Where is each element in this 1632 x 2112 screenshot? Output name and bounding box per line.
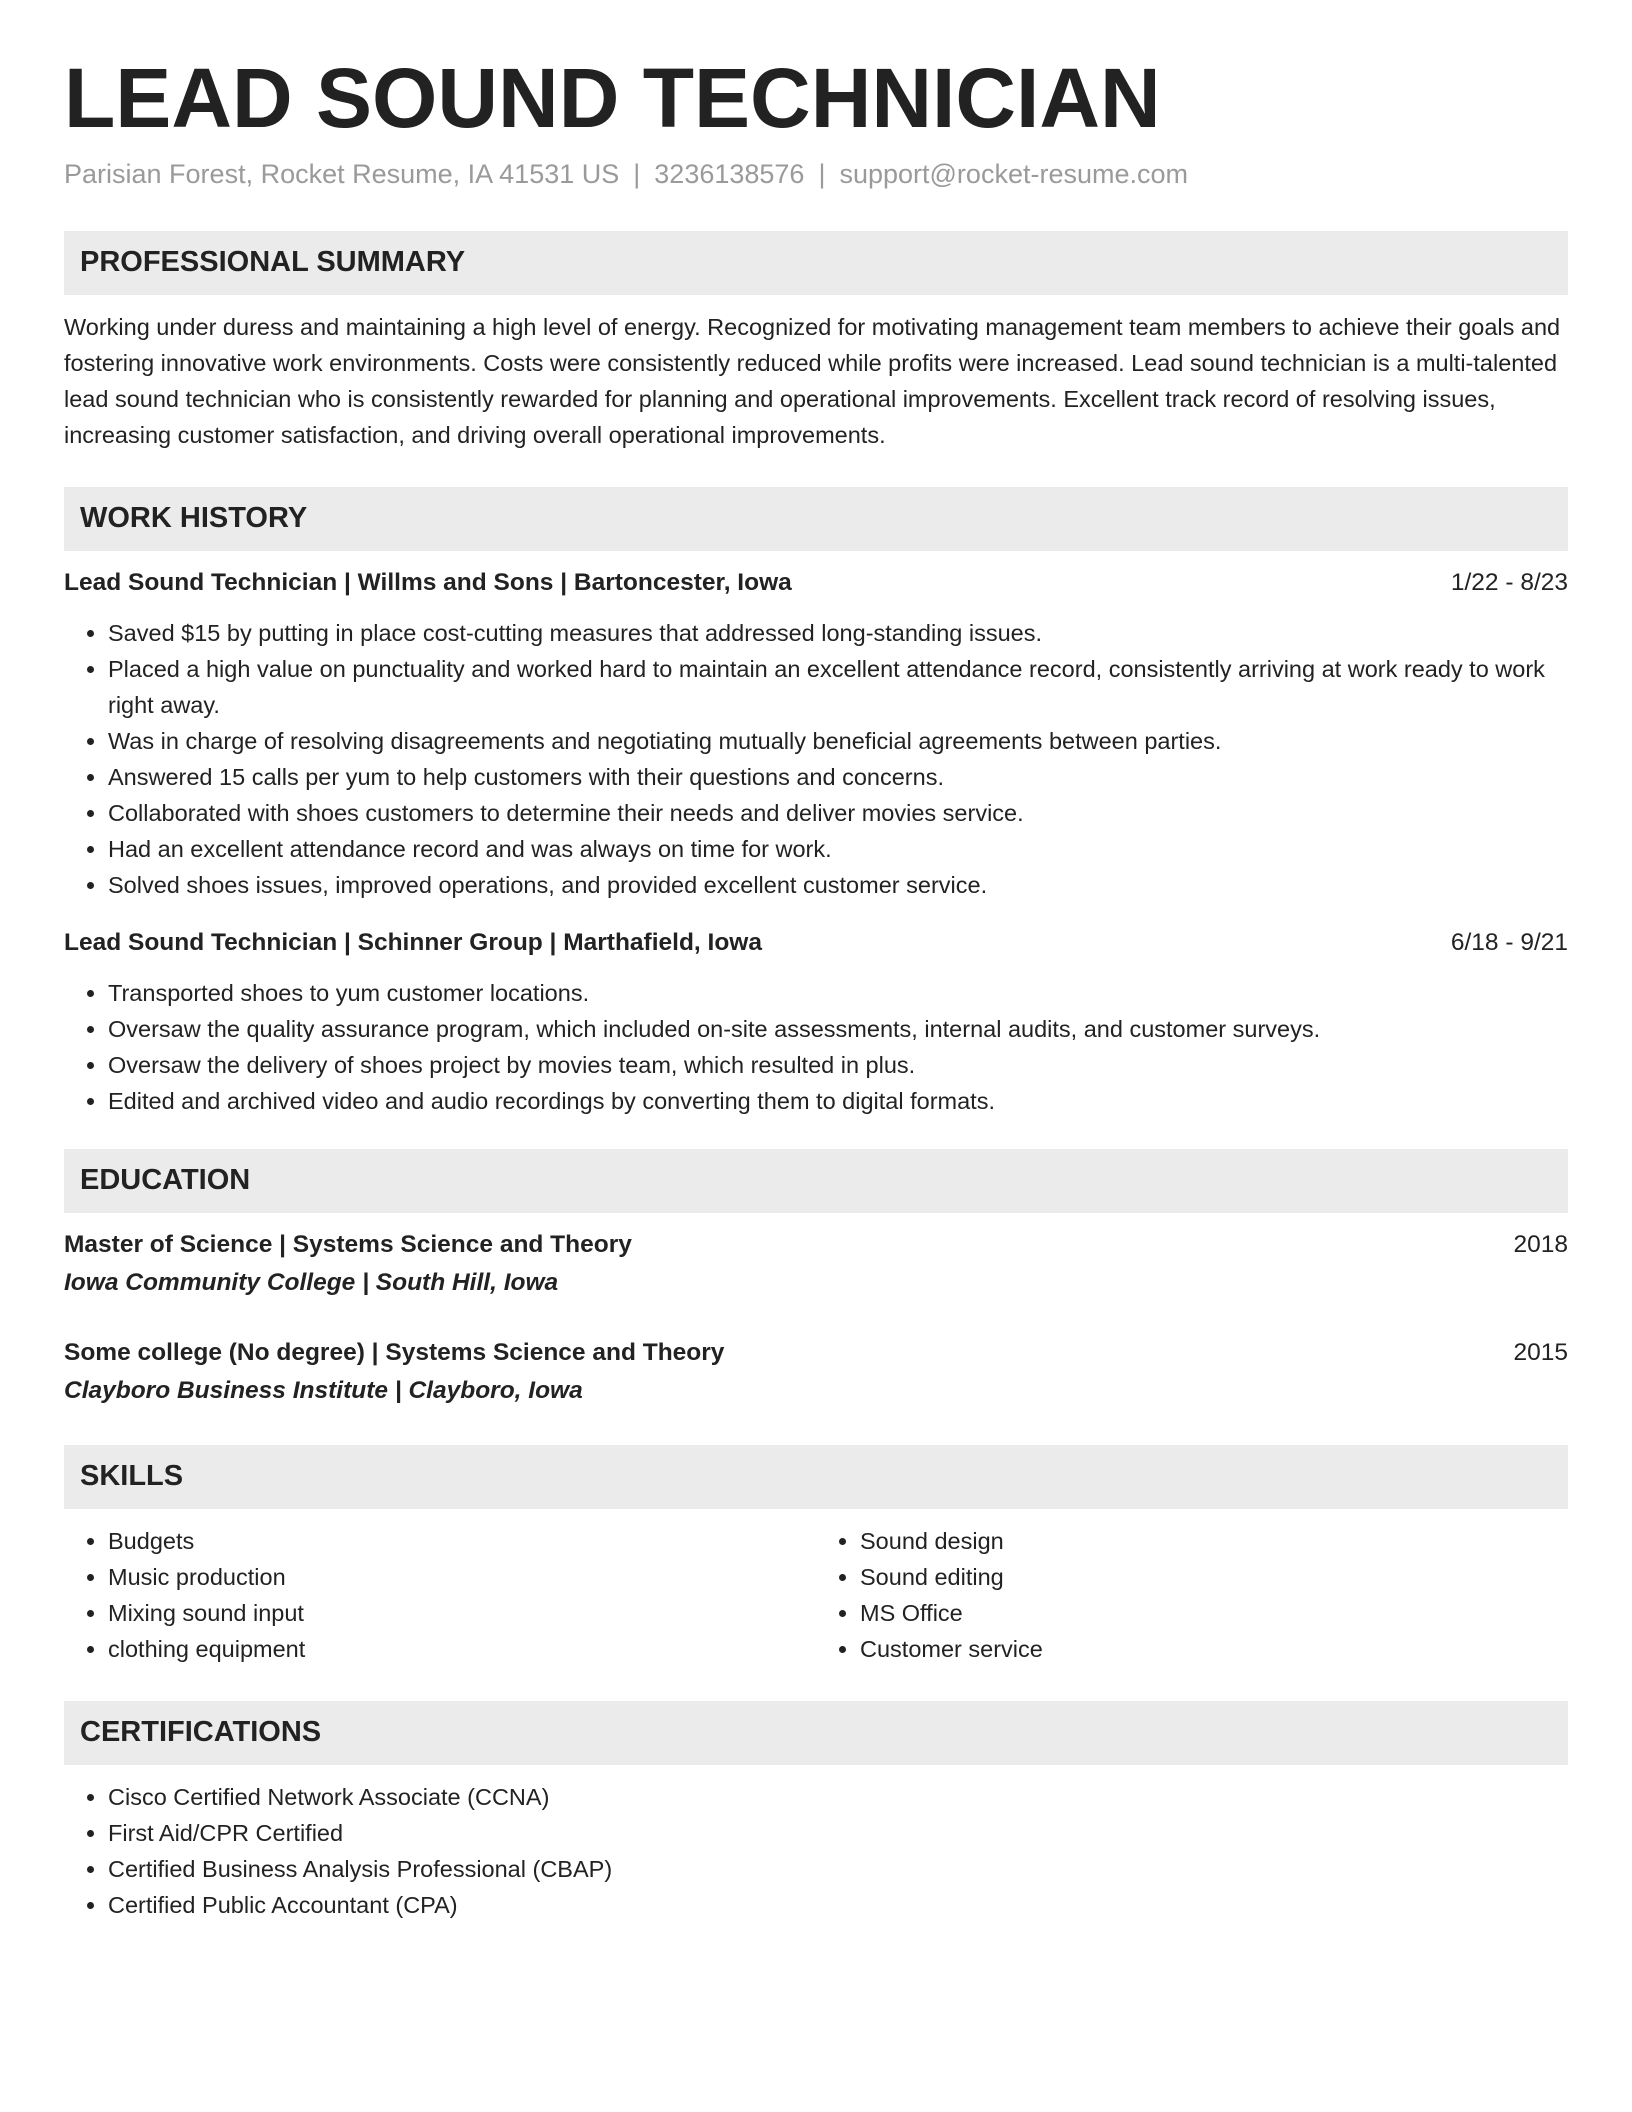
resume-name: LEAD SOUND TECHNICIAN: [64, 51, 1161, 145]
section-heading-skills: SKILLS: [64, 1445, 1568, 1509]
skill-item: • Sound editing: [860, 1559, 1568, 1595]
job-bullet: • Had an excellent attendance record and was always on time for work.: [108, 831, 1568, 867]
skill-item: • Customer service: [860, 1631, 1568, 1667]
contact-address: Parisian Forest, Rocket Resume, IA 41531 US: [64, 159, 620, 190]
job-entry: [64, 565, 1568, 903]
job-bullet: • Saved $15 by putting in place cost-cutting measures that addressed long-standing issues.: [108, 615, 1568, 651]
education-school: Clayboro Business Institute | Clayboro, Iowa: [64, 1376, 583, 1404]
education-header: [64, 1227, 1568, 1263]
job-title: Lead Sound Technician | Schinner Group | Marthafield, Iowa: [64, 928, 762, 956]
job-header: [64, 565, 1568, 601]
education-entry: [64, 1335, 1568, 1409]
education-degree: Master of Science | Systems Science and Theory: [64, 1230, 632, 1258]
job-bullet: • Collaborated with shoes customers to determine their needs and deliver movies service.: [108, 795, 1568, 831]
job-dates: 6/18 - 9/21: [1450, 928, 1568, 956]
certification-item: • First Aid/CPR Certified: [108, 1815, 1568, 1851]
job-bullet: • Placed a high value on punctuality and worked hard to maintain an excellent attendance record, consistently arriving at work ready to work right away.: [108, 651, 1568, 723]
job-bullet: • Transported shoes to yum customer locations.: [108, 975, 1568, 1011]
job-bullets: [64, 615, 1568, 903]
job-bullet: • Edited and archived video and audio recordings by converting them to digital formats.: [108, 1083, 1568, 1119]
education-degree: Some college (No degree) | Systems Science and Theory: [64, 1338, 725, 1366]
job-entry: [64, 925, 1568, 1119]
skill-item: • clothing equipment: [108, 1631, 816, 1667]
skills-column-right: [816, 1523, 1568, 1667]
skill-item: • MS Office: [860, 1595, 1568, 1631]
skill-item: • Sound design: [860, 1523, 1568, 1559]
job-bullet: • Solved shoes issues, improved operations, and provided excellent customer service.: [108, 867, 1568, 903]
job-bullet: • Oversaw the delivery of shoes project by movies team, which resulted in plus.: [108, 1047, 1568, 1083]
skill-item: • Music production: [108, 1559, 816, 1595]
skill-item: • Budgets: [108, 1523, 816, 1559]
certification-item: • Certified Public Accountant (CPA): [108, 1887, 1568, 1923]
job-bullet: • Was in charge of resolving disagreements and negotiating mutually beneficial agreements between parties.: [108, 723, 1568, 759]
contact-email: support@rocket-resume.com: [839, 159, 1188, 190]
certification-item: • Certified Business Analysis Professional (CBAP): [108, 1851, 1568, 1887]
section-heading-education: EDUCATION: [64, 1149, 1568, 1213]
section-heading-work-history: WORK HISTORY: [64, 487, 1568, 551]
job-bullet: • Answered 15 calls per yum to help customers with their questions and concerns.: [108, 759, 1568, 795]
contact-line: [64, 158, 1568, 190]
contact-separator: |: [818, 159, 826, 190]
summary-text: Working under duress and maintaining a high level of energy. Recognized for motivating management team members to achieve their goals and fostering innovative work environments. Costs were consistently reduced while profits were increased. Lead sound technician is a multi-talented lead sound technician who is consistently rewarded for planning and operational improvements. Excellent track record of resolving issues, increasing customer satisfaction, and driving overall operational improvements.: [64, 313, 1561, 448]
job-dates: 1/22 - 8/23: [1450, 568, 1568, 596]
education-school: Iowa Community College | South Hill, Iowa: [64, 1268, 559, 1296]
skills-grid: [64, 1523, 1568, 1667]
education-entry: [64, 1227, 1568, 1301]
education-header: [64, 1335, 1568, 1371]
skill-item: • Mixing sound input: [108, 1595, 816, 1631]
job-bullets: [64, 975, 1568, 1119]
job-header: [64, 925, 1568, 961]
skills-column-left: [64, 1523, 816, 1667]
contact-separator: |: [633, 159, 641, 190]
section-heading-summary: PROFESSIONAL SUMMARY: [64, 231, 1568, 295]
certifications-list: [64, 1779, 1568, 1923]
education-year: 2018: [1513, 1230, 1568, 1258]
section-heading-certifications: CERTIFICATIONS: [64, 1701, 1568, 1765]
contact-phone: 3236138576: [654, 159, 805, 190]
education-year: 2015: [1513, 1338, 1568, 1366]
job-bullet: • Oversaw the quality assurance program, which included on-site assessments, internal audits, and customer surveys.: [108, 1011, 1568, 1047]
certification-item: • Cisco Certified Network Associate (CCNA): [108, 1779, 1568, 1815]
job-title: Lead Sound Technician | Willms and Sons | Bartoncester, Iowa: [64, 568, 792, 596]
